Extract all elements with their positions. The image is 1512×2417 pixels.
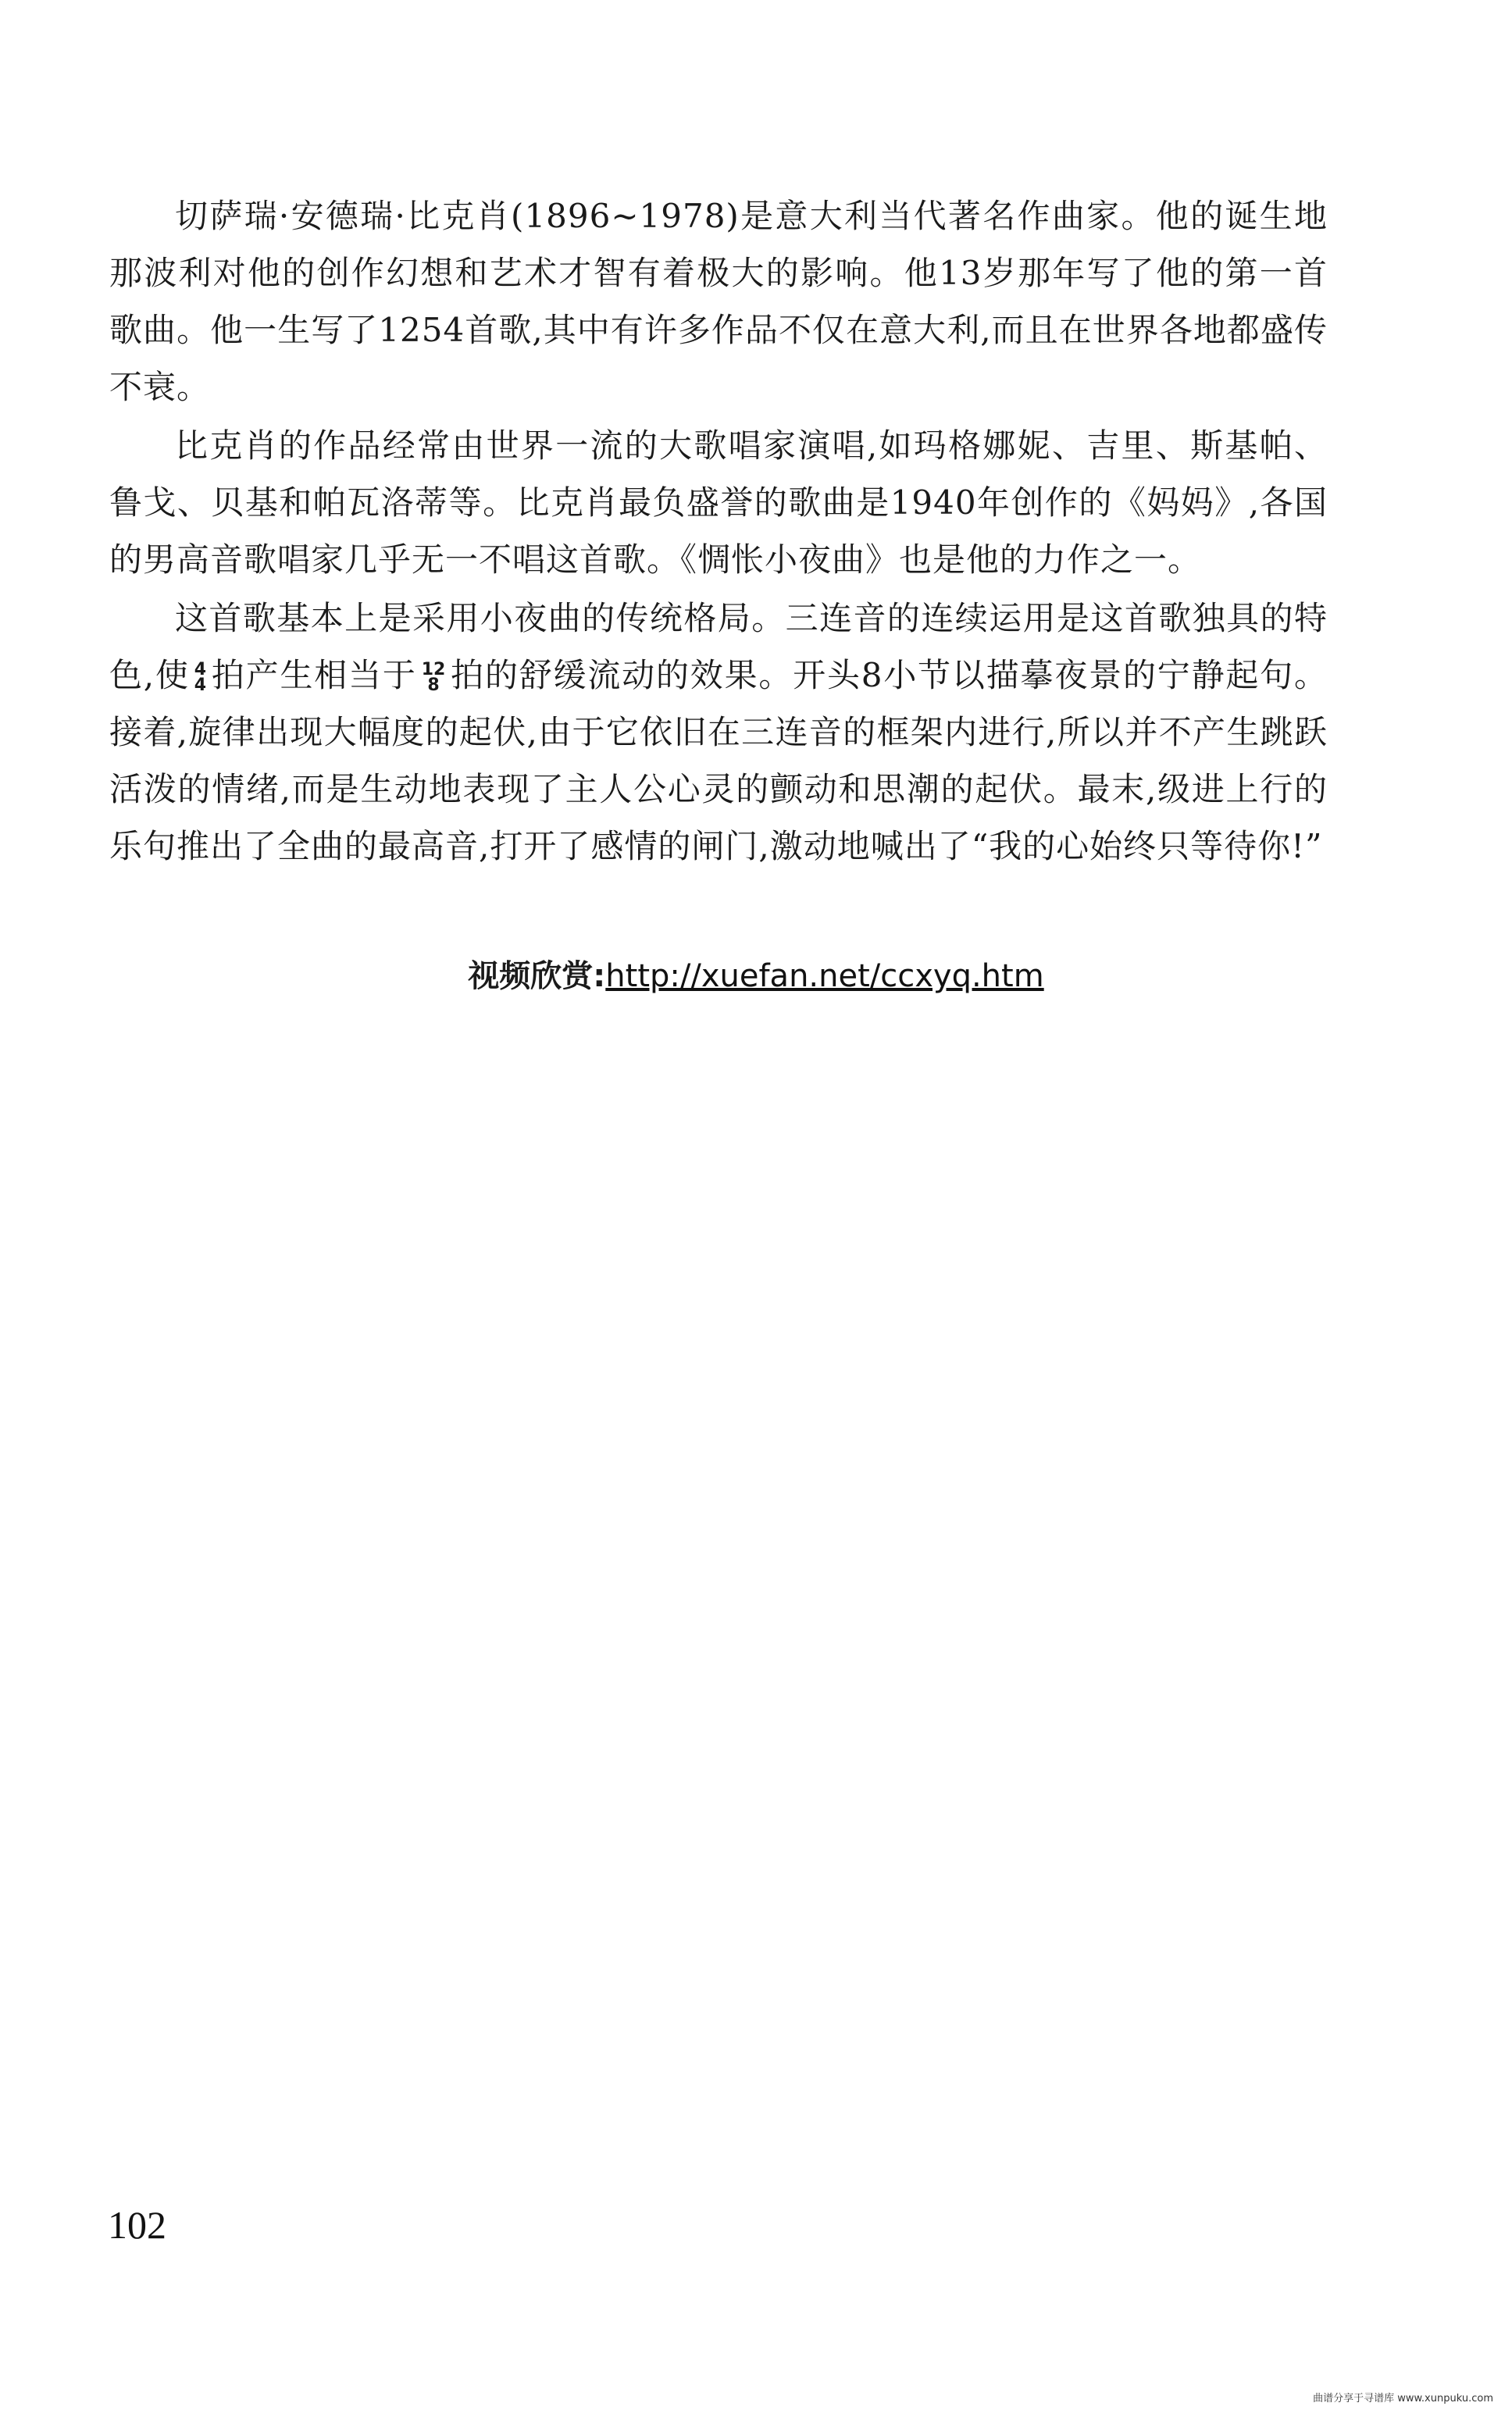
paragraph-2: 比克肖的作品经常由世界一流的大歌唱家演唱,如玛格娜妮、吉里、斯基帕、鲁戈、贝基和帕瓦洛蒂等。比克肖最负盛誉的歌曲是1940年创作的《妈妈》,各国的男高音歌唱家几乎无一不唱这首歌。《惆怅小夜曲》也是他的力作之一。 <box>109 426 1328 579</box>
paragraph-3-part-1: 这首歌基本上是采用小夜曲的传统格局。三连音的连续运用是这首歌独具的特色,使 <box>109 599 1328 694</box>
time-signature-12-8 <box>422 662 446 693</box>
video-label: 视频欣赏: <box>468 958 606 994</box>
paragraph-1: 切萨瑞·安德瑞·比克肖(1896~1978)是意大利当代著名作曲家。他的诞生地那波利对他的创作幻想和艺术才智有着极大的影响。他13岁那年写了他的第一首歌曲。他一生写了1254首歌,其中有许多作品不仅在意大利,而且在世界各地都盛传不衰。 <box>109 197 1328 406</box>
footer-watermark: 曲谱分享于寻谱库 www.xunpuku.com <box>1313 2393 1493 2405</box>
time-signature-4-4 <box>194 662 206 693</box>
page-number: 102 <box>108 2203 166 2247</box>
time-signature-numerator: 4 <box>194 660 207 679</box>
article-body <box>109 187 1328 876</box>
video-link[interactable]: http://xuefan.net/ccxyq.htm <box>605 958 1044 994</box>
time-signature-numerator: 12 <box>421 660 446 679</box>
video-appreciation-line <box>0 951 1512 996</box>
time-signature-denominator: 8 <box>427 676 440 695</box>
time-signature-denominator: 4 <box>194 676 207 695</box>
paragraph-3 <box>109 590 1328 875</box>
paragraph-3-part-2: 拍产生相当于 <box>211 656 417 694</box>
paragraph-3-part-3: 拍的舒缓流动的效果。开头8小节以描摹夜景的宁静起句。接着,旋律出现大幅度的起伏,由于它依旧在三连音的框架内进行,所以并不产生跳跃活泼的情绪,而是生动地表现了主人公心灵的颤动和思潮的起伏。最末,级进上行的乐句推出了全曲的最高音,打开了感情的闸门,激动地喊出了“我的心始终只等待你!” <box>109 656 1328 865</box>
